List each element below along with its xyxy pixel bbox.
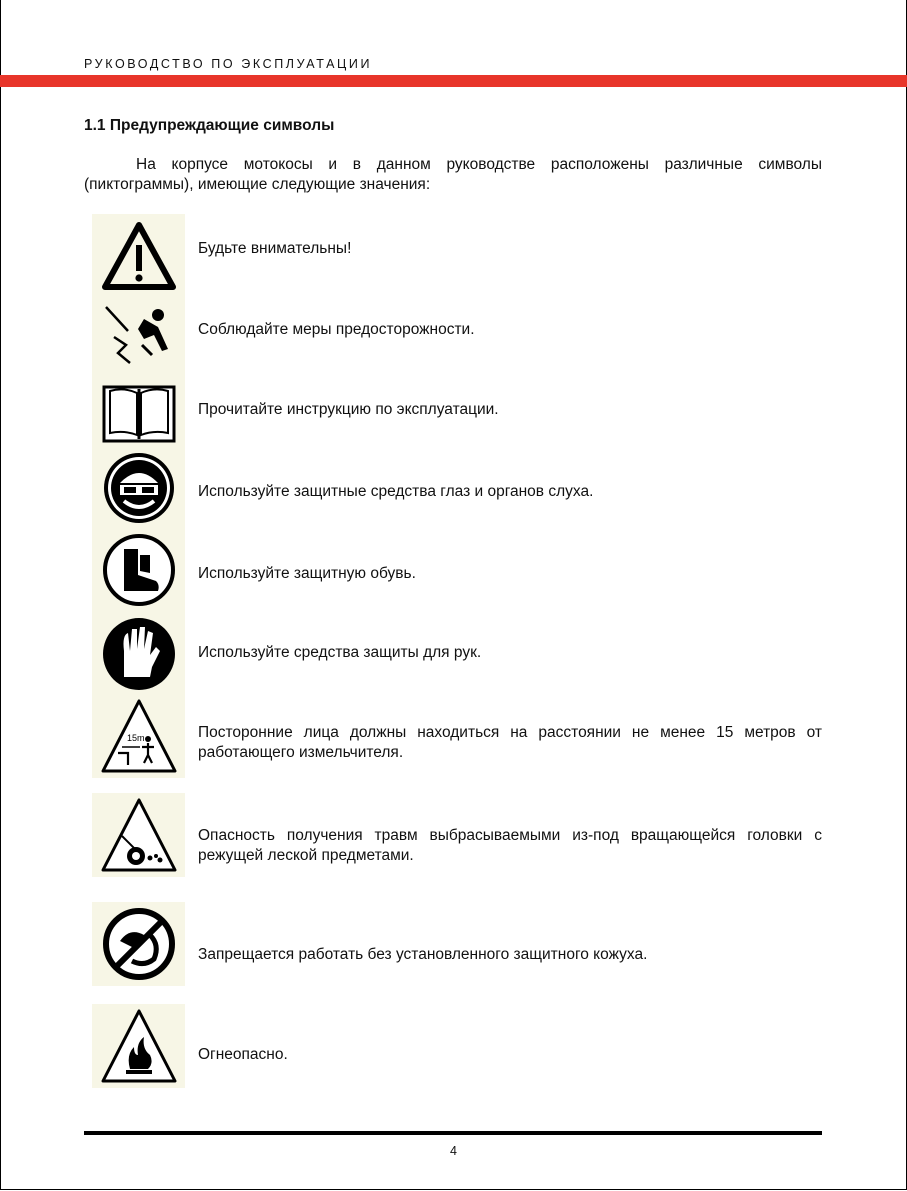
intro-paragraph: На корпусе мотокосы и в данном руководстве расположены различные символы (пиктограммы), имеющие следующие значения: [84, 156, 822, 193]
header-red-band [0, 75, 907, 87]
flying-debris-icon [92, 793, 185, 877]
page-number: 4 [450, 1144, 457, 1158]
eye-ear-protection-icon [92, 446, 185, 530]
symbol-text-boots: Используйте защитную обувь. [198, 565, 416, 582]
manual-book-icon [92, 372, 185, 456]
distance-15m-icon [92, 694, 185, 778]
symbol-text-distance: Посторонние лица должны находиться на расстоянии не менее 15 метров от работающего измельчителя. [198, 724, 822, 761]
symbol-text-eye-ear: Используйте защитные средства глаз и органов слуха. [198, 483, 594, 500]
section-title: 1.1 Предупреждающие символы [84, 117, 335, 134]
symbol-text-debris: Опасность получения травм выбрасываемыми из-под вращающейся головки с режущей леской предметами. [198, 827, 822, 864]
symbol-text-attention: Будьте внимательны! [198, 240, 352, 257]
gloves-icon [92, 612, 185, 696]
symbol-text-no-guard: Запрещается работать без установленного защитного кожуха. [198, 946, 648, 963]
warning-triangle-icon [92, 214, 185, 298]
symbol-text-fire: Огнеопасно. [198, 1046, 288, 1063]
no-guard-prohibited-icon [92, 902, 185, 986]
fire-hazard-icon [92, 1004, 185, 1088]
symbol-text-precautions: Соблюдайте меры предосторожности. [198, 321, 475, 338]
distance-15m-label: 15m [126, 733, 145, 743]
footer-rule [84, 1131, 822, 1135]
symbol-text-read-manual: Прочитайте инструкцию по эксплуатации. [198, 401, 499, 418]
falling-person-icon [92, 294, 185, 378]
safety-boot-icon [92, 528, 185, 612]
symbol-text-gloves: Используйте средства защиты для рук. [198, 644, 482, 661]
running-header: РУКОВОДСТВО ПО ЭКСПЛУАТАЦИИ [84, 57, 373, 71]
